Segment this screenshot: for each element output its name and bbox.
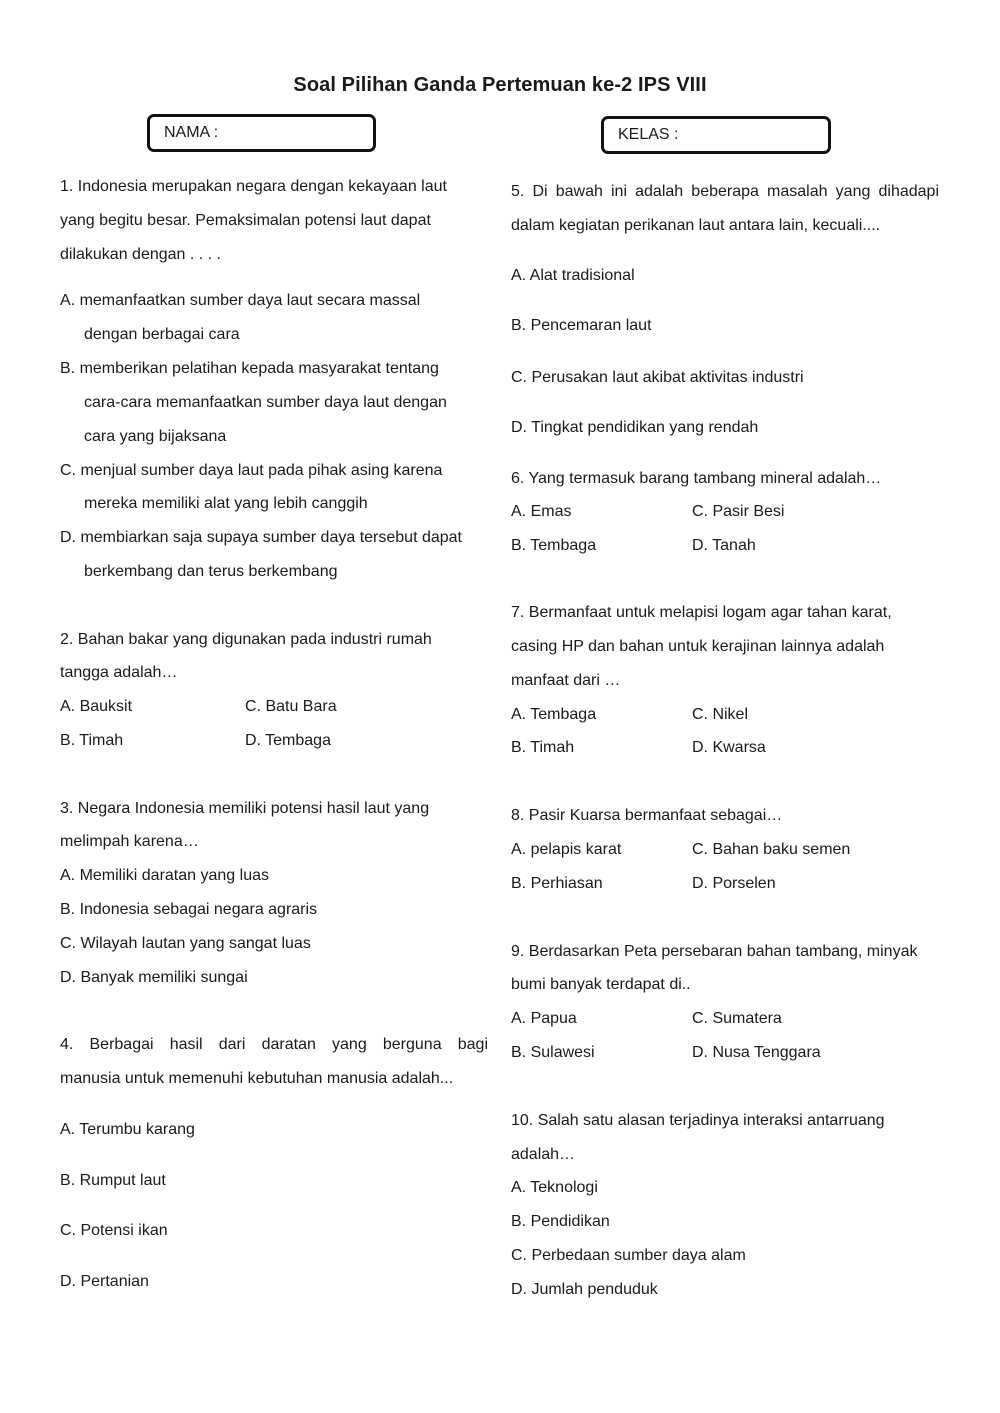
question-6-option: B. Tembaga [511, 537, 597, 554]
question-8-option: A. pelapis karat [511, 841, 622, 858]
question-8-option: C. Bahan baku semen [692, 841, 851, 858]
question-4-option: C. Potensi ikan [60, 1222, 168, 1239]
question-10-text: 10. Salah satu alasan terjadinya interaksi antarruang [511, 1112, 885, 1129]
question-7-text: casing HP dan bahan untuk kerajinan lainnya adalah [511, 638, 885, 655]
question-1-option-c: C. menjual sumber daya laut pada pihak asing karena [60, 462, 443, 479]
question-1-option-d: berkembang dan terus berkembang [84, 563, 338, 580]
question-1-text: dilakukan dengan . . . . [60, 246, 221, 263]
question-5-text: 5. Di bawah ini adalah beberapa masalah yang dihadapi [511, 183, 939, 200]
question-1-text: yang begitu besar. Pemaksimalan potensi laut dapat [60, 212, 431, 229]
question-7-option: D. Kwarsa [692, 739, 766, 756]
question-2-option: A. Bauksit [60, 698, 133, 715]
question-3-option: B. Indonesia sebagai negara agraris [60, 901, 318, 918]
question-1-option-b: cara yang bijaksana [84, 428, 227, 445]
question-9-text: 9. Berdasarkan Peta persebaran bahan tambang, minyak [511, 943, 918, 960]
question-9-text: bumi banyak terdapat di.. [511, 976, 691, 993]
question-9-option: D. Nusa Tenggara [692, 1044, 821, 1061]
question-5-option: B. Pencemaran laut [511, 317, 652, 334]
question-4-text: 4. Berbagai hasil dari daratan yang berguna bagi [60, 1036, 488, 1053]
question-4-text: manusia untuk memenuhi kebutuhan manusia adalah... [60, 1070, 454, 1087]
question-6-option: A. Emas [511, 503, 572, 520]
question-5-option: D. Tingkat pendidikan yang rendah [511, 419, 759, 436]
question-5-option: C. Perusakan laut akibat aktivitas industri [511, 369, 804, 386]
question-6-option: C. Pasir Besi [692, 503, 785, 520]
name-field[interactable]: NAMA : [147, 114, 376, 152]
question-10-option: B. Pendidikan [511, 1213, 610, 1230]
question-2-text: tangga adalah… [60, 664, 178, 681]
page-title: Soal Pilihan Ganda Pertemuan ke-2 IPS VIII [293, 74, 707, 96]
question-2-option: D. Tembaga [245, 732, 331, 749]
question-9-option: B. Sulawesi [511, 1044, 595, 1061]
question-4-option: A. Terumbu karang [60, 1121, 195, 1138]
question-7-option: C. Nikel [692, 706, 749, 723]
question-10-option: D. Jumlah penduduk [511, 1281, 658, 1298]
question-2-text: 2. Bahan bakar yang digunakan pada industri rumah [60, 631, 432, 648]
question-10-text: adalah… [511, 1146, 576, 1163]
question-4-option: B. Rumput laut [60, 1172, 166, 1189]
question-4-option: D. Pertanian [60, 1273, 149, 1290]
question-9-option: C. Sumatera [692, 1010, 782, 1027]
question-1-option-b: cara-cara memanfaatkan sumber daya laut dengan [84, 394, 447, 411]
question-7-option: B. Timah [511, 739, 575, 756]
question-1-option-b: B. memberikan pelatihan kepada masyarakat tentang [60, 360, 439, 377]
question-5-text: dalam kegiatan perikanan laut antara lain, kecuali.... [511, 217, 881, 234]
question-1-option-c: mereka memiliki alat yang lebih canggih [84, 495, 368, 512]
question-3-text: melimpah karena… [60, 833, 199, 850]
class-field[interactable]: KELAS : [601, 116, 831, 154]
question-1-option-a: dengan berbagai cara [84, 326, 240, 343]
question-1-option-a: A. memanfaatkan sumber daya laut secara massal [60, 292, 421, 309]
question-3-option: C. Wilayah lautan yang sangat luas [60, 935, 311, 952]
question-5-option: A. Alat tradisional [511, 267, 635, 284]
question-9-option: A. Papua [511, 1010, 577, 1027]
question-8-option: D. Porselen [692, 875, 776, 892]
question-3-option: D. Banyak memiliki sungai [60, 969, 248, 986]
question-8-option: B. Perhiasan [511, 875, 603, 892]
question-6-text: 6. Yang termasuk barang tambang mineral adalah… [511, 470, 882, 487]
question-10-option: A. Teknologi [511, 1179, 598, 1196]
question-7-text: manfaat dari … [511, 672, 621, 689]
question-1-text: 1. Indonesia merupakan negara dengan kekayaan laut [60, 178, 447, 195]
question-3-text: 3. Negara Indonesia memiliki potensi hasil laut yang [60, 800, 430, 817]
question-6-option: D. Tanah [692, 537, 756, 554]
question-2-option: C. Batu Bara [245, 698, 337, 715]
question-7-text: 7. Bermanfaat untuk melapisi logam agar tahan karat, [511, 604, 892, 621]
question-8-text: 8. Pasir Kuarsa bermanfaat sebagai… [511, 807, 783, 824]
question-2-option: B. Timah [60, 732, 124, 749]
question-1-option-d: D. membiarkan saja supaya sumber daya tersebut dapat [60, 529, 462, 546]
question-3-option: A. Memiliki daratan yang luas [60, 867, 269, 884]
question-7-option: A. Tembaga [511, 706, 597, 723]
question-10-option: C. Perbedaan sumber daya alam [511, 1247, 746, 1264]
